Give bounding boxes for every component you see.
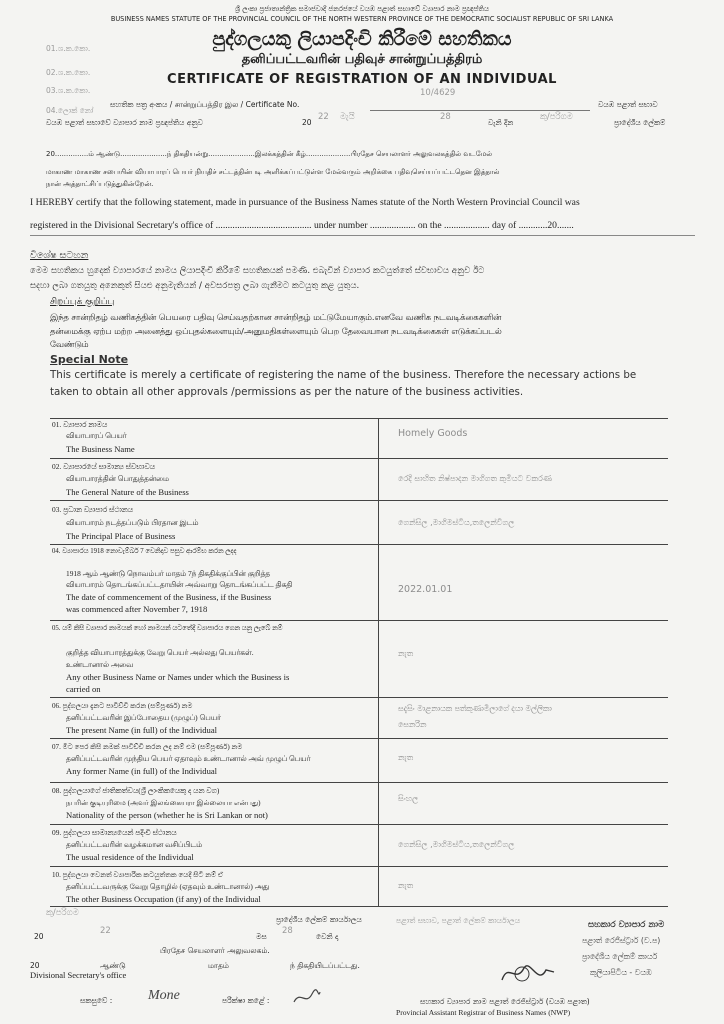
footer-registrar-local: සහකාර ව්‍යාපාර නාම පළාත් රෙජිස්ට්‍රාර් (වයඹ පළාත) [420, 997, 590, 1006]
footer-tamil-year-prefix: 20 [30, 961, 40, 970]
prepared-signature: Mone [148, 988, 180, 1003]
table-row-divider [50, 458, 668, 459]
certificate-no-label: සහතික පත්‍ර අංකය / சான்றுப்பத்திர இல / Certificate No. [110, 100, 300, 109]
row-9-tamil: தனிப்பட்டவரின் வழக்கமான வசிப்பிடம் [66, 840, 203, 849]
left-code-4: 04.ලොක් නෝ [46, 106, 94, 115]
left-code-2: 02.ශ.ක.කො. [46, 68, 91, 77]
row-4-english-1: The date of commencement of the Business, if the Business [66, 592, 272, 602]
footer-prepared-label: සකසුවේ : [80, 996, 113, 1005]
table-top-border [50, 418, 668, 419]
title-tamil: தனிப்பட்டவரின் பதிவுச் சான்றுப்பத்திரம் [241, 52, 483, 67]
row-5-tamil-1: குறித்த வியாபாரத்துக்கு வேறு பெயர் அல்லது பெயர்கள். [66, 648, 254, 657]
table-row-divider [50, 500, 668, 501]
tamil-line-1: 20...............ம் ஆண்டு.....................ந் திகதியன்று.....................இலக்கத்தின் கீழ்....................பிரதேச செயலாளர் அலுவலகத்தில் வடமேல் [46, 150, 493, 158]
stamp-bottom-note: පළාත් සභාව, පළාත් ලේකම් කාර්යාලය [396, 916, 521, 925]
sinhala-note-heading: විශේෂ සටහන [30, 250, 89, 261]
footer-registrar-english: Provincial Assistant Registrar of Business Names (NWP) [396, 1008, 571, 1017]
date-office-label: ප්‍රාදේශීය ලේකම් [614, 118, 666, 127]
footer-checked-label: පරීක්ෂා කළේ : [222, 996, 270, 1005]
tamil-line-2: மாகாண மாகாண சபையின் வியாபாரப் பெயர் நியதிச் சட்டத்தின்படி அளிக்கப்பட்டுள்ள மேல்வரும் அறிக்கை பதிவுசெய்யப்பட்டதென இத்தால் [46, 168, 500, 176]
row-9-sinhala: 09. පුද්ගලයා සාමාන්‍යයෙන් පදිංචි ස්ථානය [52, 828, 177, 837]
row-10-sinhala: 10. පුද්ගලයා වෙනත් ව්‍යාපාරික කටයුත්තක යෙදී සිටී නම් ඒ [52, 871, 224, 879]
row-5-value: නැත [398, 649, 414, 658]
row-10-english: The other Business Occupation (if any) of the Individual [66, 894, 261, 904]
certificate-right-note: වයඹ පළාත් සභාව [598, 100, 658, 109]
statute-line-english: BUSINESS NAMES STATUTE OF THE PROVINCIAL COUNCIL OF THE NORTH WESTERN PROVINCE OF THE DEMOCRATIC SOCIALIST REPUBLIC OF SRI LANKA [110, 15, 614, 23]
row-5-tamil-2: உண்டானால் அவை [66, 660, 134, 669]
certificate-number: 10/4629 [420, 88, 456, 98]
row-6-tamil: தனிப்பட்டவரின் இப்போதைய (முழுப்) பெயர் [66, 713, 221, 722]
footer-day-label: වෙනි දා [316, 932, 339, 941]
row-4-sinhala: 04. ව්‍යාපාරය 1918 නොවැම්බර් 7 වෙනිදාව පසුව ආරම්භ කරන ලදද [52, 548, 237, 555]
row-8-sinhala: 08. පුද්ගලයාගේ ජාතිකත්වය(ශ්‍රී ලාංකිකයෙකු ද යන වග) [52, 786, 220, 795]
special-note-line-2: taken to obtain all other approvals /permissions as per the nature of the business activities. [50, 386, 524, 398]
row-4-english-2: was commenced after November 7, 1918 [66, 604, 208, 614]
footer-day-value: 28 [282, 926, 293, 936]
english-certify-line-1: I HEREBY certify that the following statement, made in pursuance of the Business Names statute of the North Western Provincial Council was [30, 197, 580, 208]
footer-divisional-office: Divisional Secretary's office [30, 970, 127, 980]
table-row-divider [50, 620, 668, 621]
certify-divider [30, 235, 695, 236]
date-year-value: 22 [318, 112, 329, 122]
row-2-english: The General Nature of the Business [66, 487, 189, 497]
row-1-sinhala: 01. ව්‍යාපාර නාමය [52, 420, 108, 429]
row-5-english-2: carried on [66, 684, 101, 694]
row-5-english-1: Any other Business Name or Names under which the Business is [66, 672, 290, 682]
stamp-line-1: සහකාර ව්‍යාපාර නාම [588, 920, 665, 930]
date-line-prefix: වයඹ පළාත් සභාවේ ව්‍යාපාර නාම ප්‍රඥප්තිය අනුව [46, 118, 203, 127]
footer-year-value: 22 [100, 926, 111, 936]
row-6-sinhala: 06. පුද්ගලයා දැනට පාවිච්චි කරන (සම්පූර්ණ) නම [52, 702, 193, 710]
stamp-line-4: කුලියාපිටිය - වයඹ [590, 968, 652, 977]
row-1-value: Homely Goods [398, 428, 468, 439]
row-8-value: සිංහල [398, 794, 419, 803]
sinhala-note-line-1: මෙම සහතිකය හුදෙක් ව්‍යාපාරයේ නාමය ලියාපදිංචි කිරීමේ සහතිකයක් පමණි. එබැවින් ව්‍යාපාර කටයුත්තේ ස්වභාවය අනුව ඊට [30, 266, 485, 276]
row-10-tamil: தனிப்பட்டவருக்கு வேறு தொழில் (ஏதவும் உண்டானால்) அது [66, 882, 270, 891]
table-row-divider [50, 866, 668, 867]
statute-line-local: ශ්‍රී ලංකා ප්‍රජාතාන්ත්‍රික සමාජවාදී ජනරජයේ වයඹ පළාත් සභාවේ ව්‍යාපාර නාම ප්‍රඥප්තිය [235, 5, 489, 13]
row-9-english: The usual residence of the Individual [66, 852, 194, 862]
row-7-tamil: தனிப்பட்டவரின் முந்திய பெயர் ஏதாவும் உண்டானால் அவ் முழுப் பெயர் [66, 754, 311, 763]
special-note-line-1: This certificate is merely a certificate of registering the name of the business. Therefore the necessary actions be [50, 369, 637, 381]
row-10-value: නැත [398, 881, 414, 890]
row-2-value: රෙදි සාහිත නිෂ්පාදන මාගිගත කුමියට වකරණ [398, 474, 552, 483]
footer-office-value: කු/පරිගම [46, 908, 79, 918]
date-day-label: වැනි දින [488, 118, 514, 127]
tamil-note-heading: சிறப்புக் குறிப்பு [50, 297, 115, 307]
table-row-divider [50, 544, 668, 545]
row-7-value: නැත [398, 753, 414, 762]
english-certify-line-2: registered in the Divisional Secretary's office of ........................................ under number ................... on the ................... day of ............20....... [30, 220, 574, 231]
row-5-sinhala: 05. යම් කිසි ව්‍යාපාර නාමයක් හෝ නාමයන් යටතේදී ව්‍යාපාරය ගෙන යනු ලැබේ නම් [52, 625, 283, 632]
row-8-english: Nationality of the person (whether he is Sri Lankan or not) [66, 810, 268, 820]
row-3-value: ගෙන්සිල ,මාගිමස්ටිය,තලෙන්වීගල [398, 518, 515, 527]
row-3-tamil: வியாபாரம் நடத்தப்படும் பிரதான இடம் [66, 518, 199, 527]
tamil-note-line-1: இந்த சான்றிதழ் வணிகத்தின் பெயரை பதிவு செய்வதற்கான சான்றிதழ் மட்டுமேயாகும்.எனவே வணிக நடவடிக்கைகளின் [50, 312, 502, 322]
footer-tamil-year-label: ஆண்டு [100, 961, 126, 970]
row-3-english: The Principal Place of Business [66, 531, 176, 541]
left-code-3: 03.ශ.ක.කො. [46, 86, 91, 95]
row-7-english: Any former Name (in full) of the Individual [66, 766, 218, 776]
row-6-value-2: සෙනරින [398, 720, 427, 729]
table-column-divider [378, 418, 379, 906]
tamil-line-3: நான் அத்தாட்சிப்படுத்துகின்றேன். [46, 180, 154, 188]
row-1-english: The Business Name [66, 444, 135, 454]
table-row-divider [50, 697, 668, 698]
row-2-tamil: வியாபாரத்தின் பொதுத்தன்மை [66, 474, 169, 483]
row-6-english: The present Name (in full) of the Individual [66, 725, 218, 735]
table-bottom-border [50, 906, 668, 907]
table-row-divider [50, 824, 668, 825]
row-2-sinhala: 02. ව්‍යාපාරයේ සාමාන්‍ය ස්වභාවය [52, 462, 156, 471]
row-6-value: සදැසිං මාළනායක පත්කුණාමිලාගේ දයා මල්ලිකා [398, 704, 552, 713]
footer-month-label: මස [256, 932, 267, 941]
date-office-value: කු/පරිගම [540, 112, 573, 122]
sinhala-note-line-2: සදහා ලබා ගතයුතු අනෙකුත් සියළු අනුමැතියන් / අවසරපත්‍ර ලබා ගැනීමට කටයුතු කළ යුතුය. [30, 281, 360, 291]
table-row-divider [50, 738, 668, 739]
row-8-tamil: நபரின் குடியுரிமை (அவர் இலங்கையரா இல்லையா என்பது) [66, 799, 261, 807]
special-note-heading: Special Note [50, 353, 129, 366]
title-english: CERTIFICATE OF REGISTRATION OF AN INDIVIDUAL [167, 72, 557, 87]
title-sinhala: පුද්ගලයකු ලියාපදිංචි කිරීමේ සහතිකය [212, 28, 512, 50]
row-3-sinhala: 03. ප්‍රධාන ව්‍යාපාර ස්ථානය [52, 505, 134, 514]
checked-signature-icon [292, 988, 322, 1008]
stamp-line-3: ප්‍රාදේශීය ලේකම් කාර්ය [582, 952, 658, 961]
registrar-signature-icon [498, 958, 558, 988]
row-7-sinhala: 07. මීට පෙර කිසි නමක් පාවිච්චි කරන ලද නම් එම (සම්පූර්ණ) නම [52, 743, 243, 751]
tamil-note-line-2: தன்மைக்கு ஏற்ப மற்ற அனைத்து ஒப்புதல்களையும்/அனுமதிகள்ளையும் பெற தேவையான நடவடிக்கைகள் எடுக்கப்படல் [50, 326, 502, 336]
footer-tamil-month-label: மாதம் [208, 961, 229, 970]
row-4-value: 2022.01.01 [398, 584, 453, 595]
row-4-tamil-2: வியாபாரம் தொடங்கப்பட்டதாயின் அவ்வாறு தொடங்கப்பட்ட திகதி [66, 580, 293, 589]
row-1-tamil: வியாபாரப் பெயர் [66, 431, 127, 440]
left-code-1: 01.ශ.ක.කො. [46, 44, 91, 53]
footer-tamil-office: பிரதேச செயலாளர் அலுவலகம். [160, 946, 270, 955]
date-day-value: 28 [440, 112, 451, 122]
tamil-note-line-3: வேண்டும் [50, 339, 89, 349]
row-4-tamil-1: 1918 ஆம் ஆண்டு நொவம்பர் மாதம் 7ந் திகதிக்குப்பின் குறித்த [66, 569, 271, 578]
table-row-divider [50, 782, 668, 783]
footer-office-label: ප්‍රාදේශීය ලේකම් කාර්යාලය [276, 915, 362, 924]
date-year-prefix: 20 [302, 118, 312, 127]
certificate-no-line [370, 110, 590, 111]
footer-year-prefix: 20 [34, 932, 44, 941]
footer-tamil-date-label: ந் திகதியிடப்பட்டது. [290, 961, 360, 970]
stamp-line-2: පළාත් රෙජිස්ට්‍රාර් (ව.ප) [582, 936, 661, 945]
date-month-note: මැයි [340, 112, 355, 122]
row-9-value: ගෙන්සිල ,මාගිමස්ටිය,තලෙන්වීගල [398, 840, 515, 849]
